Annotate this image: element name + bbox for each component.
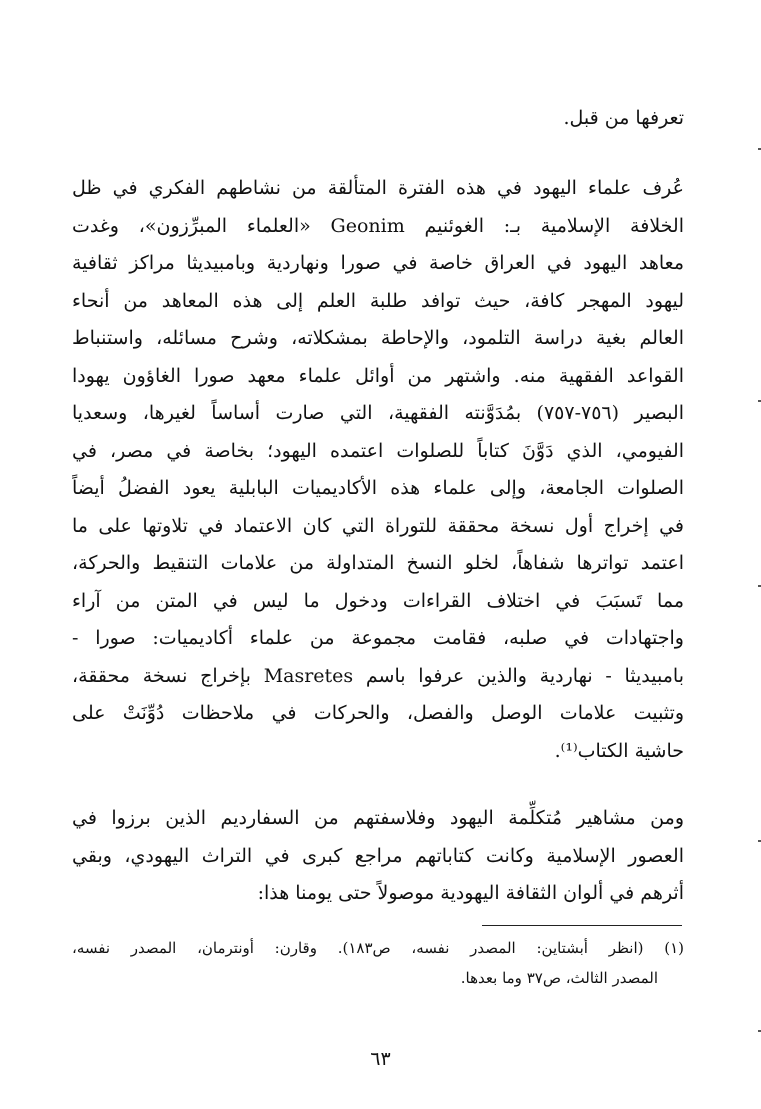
text-line: في إخراج أول نسخة محققة للتوراة التي كان الاعتماد في تلاوتها على ما: [72, 514, 684, 537]
text-line: تعرفها من قبل.: [563, 107, 684, 129]
footnote: [72, 933, 684, 993]
text-line-with-footnote-ref: حاشية الكتاب⁽¹⁾.: [554, 739, 684, 762]
text-line: العالم بغية دراسة التلمود، والإحاطة بمشكلاته، وشرح مسائله، واستنباط: [72, 327, 684, 349]
page-number: ٦٣: [370, 1048, 391, 1070]
text-line: الفيومي، الذي دَوَّنَ كتاباً للصلوات اعتمده اليهود؛ بخاصة في مصر، في: [72, 439, 684, 462]
text-line: عُرف علماء اليهود في هذه الفترة المتألقة من نشاطهم الفكري في ظل: [72, 177, 684, 199]
text-line: البصير (٧٥٦-٧٥٧) بمُدَوَّنته الفقهية، التي صارت أساساً لغيرها، وسعديا: [72, 402, 684, 424]
continuation-line: [72, 100, 684, 138]
text-line: وتثبيت علامات الوصل والفصل، والحركات في ملاحظات دُوِّنَتْ على: [72, 702, 684, 724]
text-line: واجتهادات في صلبه، فقامت مجموعة من علماء أكاديميات: صورا -: [72, 627, 684, 649]
text-line: ليهود المهجر كافة، حيث توافد طلبة العلم إلى هذه المعاهد من أنحاء: [72, 289, 684, 312]
text-line: الخلافة الإسلامية بـ: الغوئنيم Geonim «العلماء المبرِّزون»، وغدت: [72, 214, 684, 237]
footnote-line: (١) (انظر أبشتاين: المصدر نفسه، ص١٨٣). وقارن: أونترمان، المصدر نفسه،: [72, 939, 684, 957]
footnote-separator: [482, 925, 682, 926]
text-line: أثرهم في ألوان الثقافة اليهودية موصولاً حتى يومنا هذا:: [257, 882, 684, 904]
paragraph-sephardim: [72, 800, 684, 913]
text-line: معاهد اليهود في العراق خاصة في صورا ونهاردية وبامبيديثا مراكز ثقافية: [72, 252, 684, 274]
text-line: القواعد الفقهية منه. واشتهر من أوائل علماء معهد صورا الغاؤون يهودا: [72, 364, 684, 387]
text-line: اعتمد تواترها شفاهاً، لخلو النسخ المتداولة من علامات التنقيط والحركة،: [72, 552, 684, 574]
text-line: مما تَسبَبَ في اختلاف القراءات ودخول ما ليس في المتن من آراء: [72, 589, 684, 612]
text-line: ومن مشاهير مُتكلِّمة اليهود وفلاسفتهم من السفارديم الذين برزوا في: [72, 807, 684, 829]
text-line: العصور الإسلامية وكانت كتاباتهم مراجع كبرى في التراث اليهودي، وبقي: [72, 844, 684, 867]
footnote-line: المصدر الثالث، ص٣٧ وما بعدها.: [460, 969, 658, 987]
text-line: الصلوات الجامعة، وإلى علماء هذه الأكاديميات البابلية يعود الفضلُ أيضاً: [72, 477, 684, 499]
paragraph-geonim: [72, 170, 684, 770]
text-line: بامبيديثا - نهاردية والذين عرفوا باسم Masretes بإخراج نسخة محققة،: [72, 664, 684, 687]
